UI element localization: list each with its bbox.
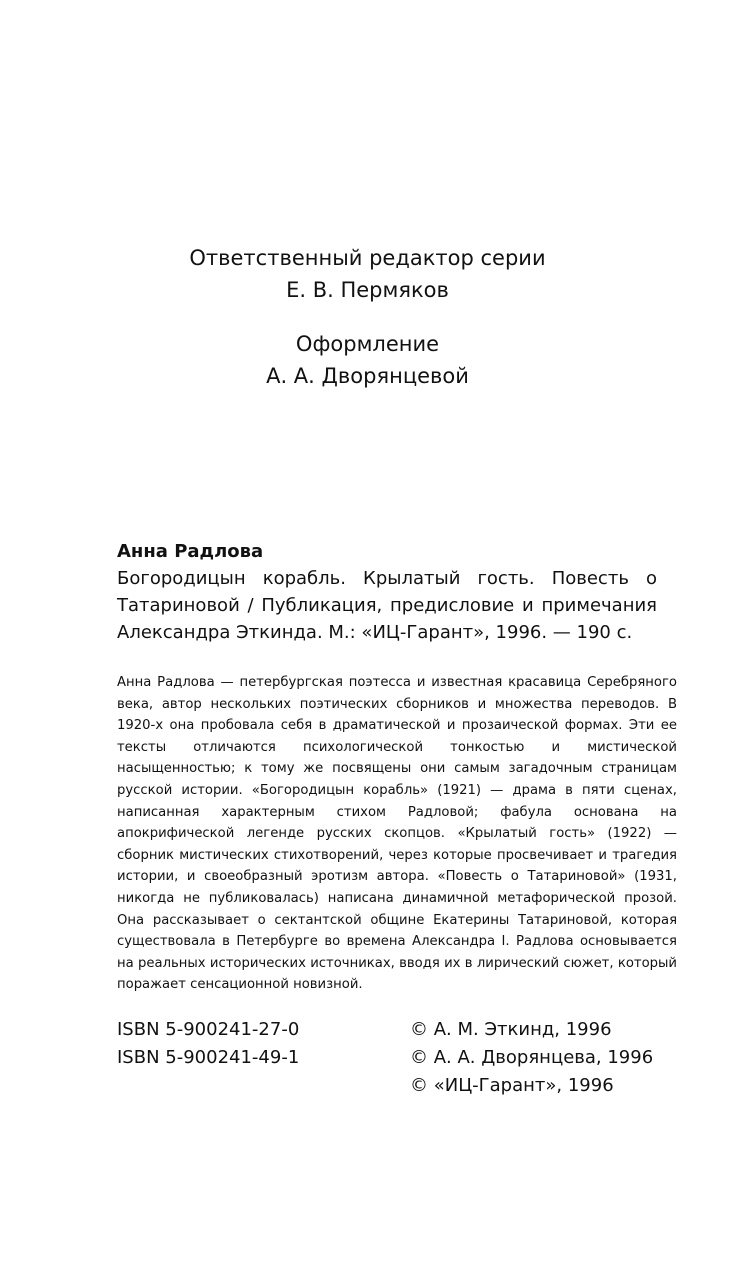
- book-annotation: Анна Радлова — петербургская поэтесса и известная красавица Серебряного века, автор нескольких поэтических сборников и множества переводов. В 1920-х она пробовала себя в драматической и прозаической формах. Эти ее тексты отличаются психологической тонкостью и мистической насыщенностью; к тому же посвящены они самым загадочным страницам русской истории. «Богородицын корабль» (1921) — драма в пяти сценах, написанная характерным стихом Радловой; фабула основана на апокрифической легенде русских скопцов. «Крылатый гость» (1922) — сборник мистических стихотворений, через которые просвечивает и трагедия истории, и своеобразный эротизм автора. «Повесть о Татариновой» (1931, никогда не публиковалась) написана динамичной метафорической прозой. Она рассказывает о сектантской общине Екатерины Татариновой, которая существовала в Петербурге во времена Александра I. Радлова основывается на реальных исторических источниках, вводя их в лирический сюжет, который поражает сенсационной новизной.: [117, 675, 677, 993]
- design-credit: [0, 328, 735, 392]
- citation-author: Анна Радлова: [117, 541, 264, 562]
- citation-text: Богородицын корабль. Крылатый гость. Повесть о Татариновой / Публикация, предисловие и примечания Александра Эткинда. М.: «ИЦ-Гарант», 1996. — 190 с.: [117, 568, 657, 643]
- credit-person: Е. В. Пермяков: [286, 278, 449, 302]
- series-editor-credit: [0, 242, 735, 306]
- isbn-list: [117, 1016, 299, 1072]
- bibliographic-citation: [117, 538, 657, 646]
- isbn-line: ISBN 5-900241-27-0: [117, 1019, 300, 1040]
- copyright-line: © А. А. Дворянцева, 1996: [410, 1047, 654, 1068]
- credit-role: Оформление: [295, 332, 440, 356]
- credits-section: [0, 242, 735, 392]
- copyright-line: © А. М. Эткинд, 1996: [410, 1019, 612, 1040]
- isbn-line: ISBN 5-900241-49-1: [117, 1047, 300, 1068]
- credit-role: Ответственный редактор серии: [189, 246, 546, 270]
- copyright-line: © «ИЦ-Гарант», 1996: [410, 1075, 614, 1096]
- copyright-list: [410, 1016, 653, 1100]
- credit-person: А. А. Дворянцевой: [266, 364, 469, 388]
